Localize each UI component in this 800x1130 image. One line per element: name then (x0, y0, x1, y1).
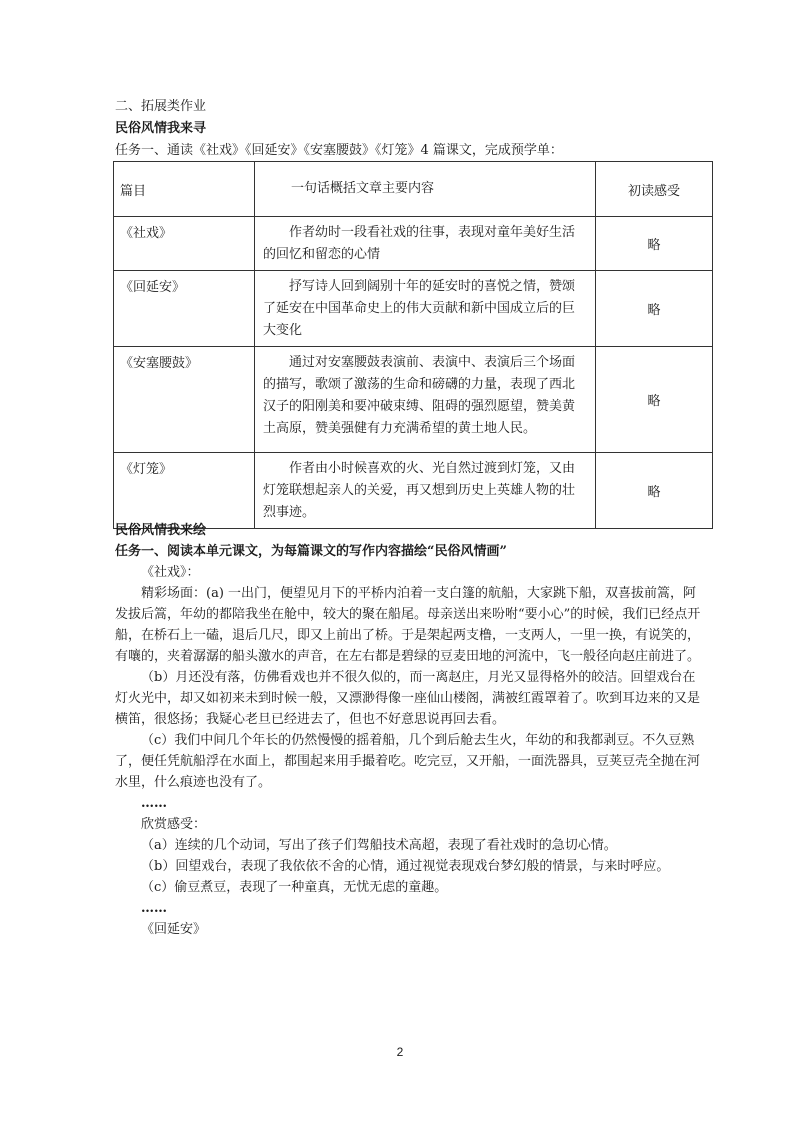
row-summary: 作者幼时一段看社戏的往事，表现对童年美好生活的回忆和留恋的心情 (255, 217, 596, 271)
appreciation-label: 欣赏感受： (141, 817, 207, 832)
header-feeling: 初读感受 (596, 162, 713, 217)
scene-a: 精彩场面：(a) 一出门，便望见月下的平桥内泊着一支白篷的航船，大家跳下船，双喜拔前篙，阿发拔后篙，年幼的都陪我坐在舱中，较大的聚在船尾。母亲送出来吩咐“要小心”的时候，我们已经点开船，在桥石上一磕，退后几尺，即又上前出了桥。于是架起两支橹，一支两人，一里一换，有说笑的，有嚷的，夹着潺潺的船头激水的声音，在左右都是碧绿的豆麦田地的河流中，飞一般径向赵庄前进了。 (115, 586, 701, 664)
row-feeling: 略 (596, 217, 713, 271)
row-title: 《灯笼》 (114, 453, 255, 529)
scene-c: （c）我们中间几个年长的仍然慢慢的摇着船，几个到后舱去生火，年幼的和我都剥豆。不久豆熟了，便任凭航船浮在水面上，都围起来用手撮着吃。吃完豆，又开船，一面洗器具，豆荚豆壳全抛在河水里，什么痕迹也没有了。 (115, 733, 701, 790)
part1-task: 任务一、通读《社戏》《回延安》《安塞腰鼓》《灯笼》4 篇课文，完成预学单： (115, 143, 563, 158)
section-heading: 二、拓展类作业 (115, 99, 207, 114)
appreciation-c: （c）偷豆煮豆，表现了一种童真，无忧无虑的童趣。 (141, 880, 448, 895)
work-title: 《社戏》： (141, 565, 200, 580)
part2-task: 任务一、阅读本单元课文，为每篇课文的写作内容描绘“民俗风情画” (115, 544, 507, 559)
next-work-title: 《回延安》 (141, 922, 207, 937)
part1-title: 民俗风情我来寻 (115, 121, 207, 136)
row-feeling: 略 (596, 453, 713, 529)
ellipsis: …… (141, 901, 167, 916)
row-title: 《社戏》 (114, 217, 255, 271)
preview-table (113, 161, 713, 529)
row-title: 《回延安》 (114, 271, 255, 347)
table-row (114, 217, 713, 271)
row-summary: 通过对安塞腰鼓表演前、表演中、表演后三个场面的描写，歌颂了激荡的生命和磅礴的力量，表现了西北汉子的阳刚美和要冲破束缚、阻碍的强烈愿望，赞美黄土高原，赞美强健有力充满希望的黄土地人民。 (255, 347, 596, 453)
row-feeling: 略 (596, 347, 713, 453)
scene-b: （b）月还没有落，仿佛看戏也并不很久似的，而一离赵庄，月光又显得格外的皎洁。回望戏台在灯火光中，却又如初来未到时候一般，又漂渺得像一座仙山楼阁，满被红霞罩着了。吹到耳边来的又是横笛，很悠扬；我疑心老旦已经进去了，但也不好意思说再回去看。 (115, 670, 701, 727)
row-feeling: 略 (596, 271, 713, 347)
table-row (114, 347, 713, 453)
row-summary: 抒写诗人回到阔别十年的延安时的喜悦之情，赞颂了延安在中国革命史上的伟大贡献和新中国成立后的巨大变化 (255, 271, 596, 347)
row-title: 《安塞腰鼓》 (114, 347, 255, 453)
header-title: 篇目 (114, 162, 255, 217)
ellipsis: …… (141, 796, 167, 811)
table-row (114, 453, 713, 529)
row-summary: 作者由小时候喜欢的火、光自然过渡到灯笼，又由灯笼联想起亲人的关爱，再又想到历史上英雄人物的壮烈事迹。 (255, 453, 596, 529)
page-number: 2 (396, 1045, 404, 1059)
table-header-row (114, 162, 713, 217)
header-summary: 一句话概括文章主要内容 (255, 162, 596, 217)
part2-title: 民俗风情我来绘 (115, 523, 207, 538)
part2-body (115, 562, 705, 940)
appreciation-b: （b）回望戏台，表现了我依依不舍的心情，通过视觉表现戏台梦幻般的情景，与来时呼应。 (141, 859, 670, 874)
appreciation-a: （a）连续的几个动词，写出了孩子们驾船技术高超，表现了看社戏时的急切心情。 (141, 838, 617, 853)
table-row (114, 271, 713, 347)
